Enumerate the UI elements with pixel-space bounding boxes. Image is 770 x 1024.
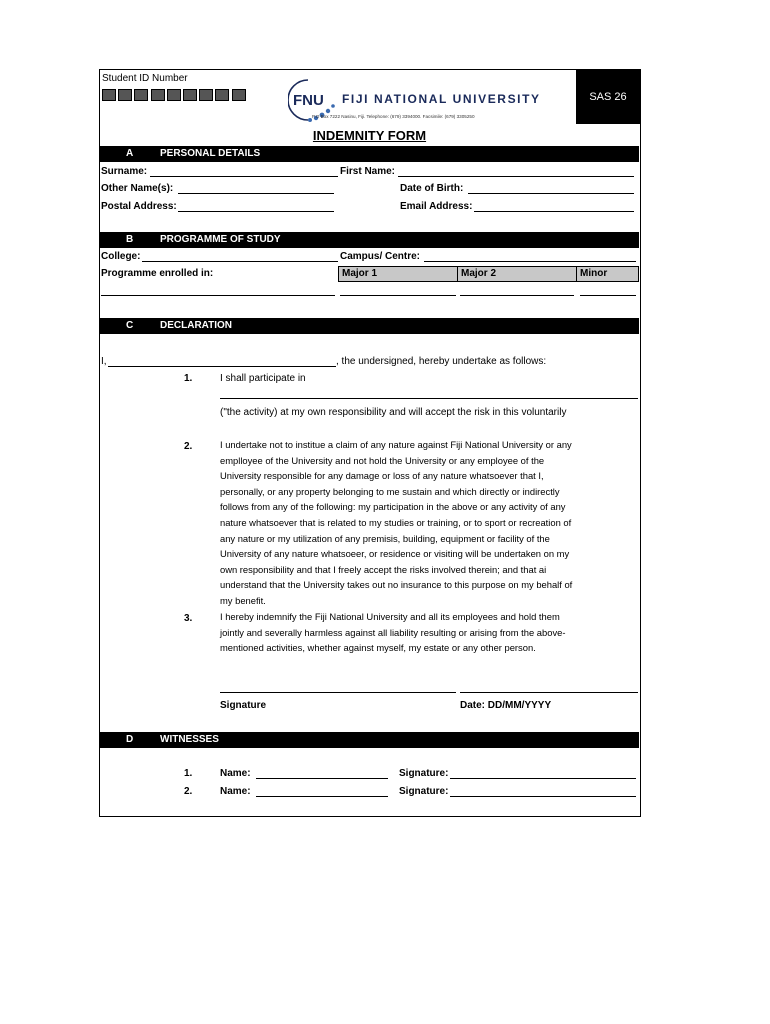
signature-label: Signature (220, 700, 267, 711)
indemnity-form (99, 69, 641, 817)
declaration-intro-suffix: , the undersigned, hereby undertake as follows: (336, 356, 547, 367)
date-field[interactable] (460, 692, 638, 693)
other-names-field[interactable] (178, 193, 334, 194)
witness1-signature-field[interactable] (450, 778, 636, 779)
student-id-digit-box[interactable] (118, 89, 132, 101)
major2-header (457, 266, 577, 282)
student-id-digit-box[interactable] (215, 89, 229, 101)
item2-line: University of any nature whatsoeer, or residence or visiting will be undertaken on my (220, 548, 570, 560)
form-code: SAS 26 (589, 91, 627, 103)
section-b-header (100, 232, 639, 248)
surname-field[interactable] (150, 176, 338, 177)
item2-line: University responsible for any damage or loss of any nature whatsoever that I, (220, 470, 544, 482)
item3-number: 3. (184, 613, 193, 624)
section-name: PERSONAL DETAILS (160, 148, 261, 159)
email-label: Email Address: (400, 201, 473, 212)
dob-label: Date of Birth: (400, 183, 464, 194)
major2-field[interactable] (460, 295, 574, 296)
major1-label: Major 1 (342, 268, 378, 279)
witness1-name-field[interactable] (256, 778, 388, 779)
witness1-number: 1. (184, 768, 193, 779)
signature-field[interactable] (220, 692, 456, 693)
major1-header (338, 266, 458, 282)
witness1-name-label: Name: (220, 768, 251, 779)
form-title: INDEMNITY FORM (312, 128, 427, 143)
email-field[interactable] (474, 211, 634, 212)
witness2-name-field[interactable] (256, 796, 388, 797)
item3-line: jointly and severally harmless against all liability resulting or arising from the above- (220, 626, 566, 638)
dob-field[interactable] (468, 193, 634, 194)
section-d-header (100, 732, 639, 748)
major1-field[interactable] (340, 295, 456, 296)
section-letter: A (126, 148, 134, 159)
other-names-label: Other Name(s): (101, 183, 174, 194)
section-name: DECLARATION (160, 320, 233, 331)
item3-paragraph (220, 609, 632, 656)
surname-label: Surname: (101, 166, 148, 177)
student-id-digit-box[interactable] (232, 89, 246, 101)
college-field[interactable] (142, 261, 338, 262)
witness2-name-label: Name: (220, 786, 251, 797)
witness2-number: 2. (184, 786, 193, 797)
item2-line: emplloyee of the University and not hold the University or any employee of the (220, 454, 545, 466)
first-name-label: First Name: (340, 166, 396, 177)
section-c-header (100, 318, 639, 334)
student-id-digit-box[interactable] (199, 89, 213, 101)
section-letter: B (126, 234, 134, 245)
item1-after: ("the activity) at my own responsibility and will accept the risk in this voluntarily (220, 407, 567, 418)
section-name: PROGRAMME OF STUDY (160, 234, 281, 245)
item2-number: 2. (184, 441, 193, 452)
section-letter: D (126, 734, 134, 745)
logo-abbr: FNU (293, 92, 324, 109)
item1-text: I shall participate in (220, 373, 306, 384)
programme-label: Programme enrolled in: (101, 268, 214, 279)
witness1-signature-label: Signature: (399, 768, 449, 779)
declarant-name-field[interactable] (108, 366, 336, 367)
item3-line: I hereby indemnify the Fiji National University and all its employees and hold them (220, 611, 560, 622)
item2-line: my benefit. (220, 594, 266, 606)
postal-address-field[interactable] (178, 211, 334, 212)
section-a-header (100, 146, 639, 162)
declaration-intro-prefix: I, (101, 356, 107, 367)
minor-header (576, 266, 639, 282)
item2-line: follows from any of the following: my participation in the above or any activity of any (220, 501, 566, 513)
item2-line: own responsibility and that I freely accept the risks involved therein; and that ai (220, 563, 547, 575)
item2-line: nature whatsoever that is related to my studies or training, or to sport or recreation of (220, 516, 572, 528)
college-label: College: (101, 251, 141, 262)
university-name: FIJI NATIONAL UNIVERSITY (342, 92, 541, 106)
item2-line: personally, or any property belonging to me sustain and which directly or indirectly (220, 485, 560, 497)
item2-line: I undertake not to institue a claim of any nature against Fiji National University or any (220, 439, 572, 450)
item2-paragraph (220, 437, 632, 609)
item1-number: 1. (184, 373, 193, 384)
student-id-digit-box[interactable] (183, 89, 197, 101)
minor-field[interactable] (580, 295, 636, 296)
postal-address-label: Postal Address: (101, 201, 177, 212)
student-id-digit-box[interactable] (151, 89, 165, 101)
item3-line: mentioned activities, whether against myself, my estate or any other person. (220, 642, 536, 654)
student-id-digit-box[interactable] (167, 89, 181, 101)
minor-label: Minor (580, 268, 608, 279)
item2-line: any nature or my utilization of any premisis, building, equipment or facility of the (220, 532, 550, 544)
campus-field[interactable] (424, 261, 636, 262)
activity-field[interactable] (220, 398, 638, 399)
section-name: WITNESSES (160, 734, 219, 745)
student-id-label: Student ID Number (102, 73, 188, 84)
student-id-digit-box[interactable] (134, 89, 148, 101)
form-code-badge (576, 70, 640, 124)
first-name-field[interactable] (398, 176, 634, 177)
university-address: P.O Box 7222 Nasinu, Fiji. Telephone: (679) 3394000. Facsimile: (679) 3305250 (312, 114, 475, 119)
programme-field[interactable] (101, 295, 335, 296)
campus-label: Campus/ Centre: (340, 251, 421, 262)
witness2-signature-label: Signature: (399, 786, 449, 797)
major2-label: Major 2 (461, 268, 497, 279)
item2-line: understand that the University takes out no insurance to this purpose on my behalf of (220, 579, 573, 591)
date-label: Date: DD/MM/YYYY (460, 700, 552, 711)
section-letter: C (126, 320, 134, 331)
student-id-digit-box[interactable] (102, 89, 116, 101)
student-id-boxes[interactable] (102, 89, 248, 101)
witness2-signature-field[interactable] (450, 796, 636, 797)
